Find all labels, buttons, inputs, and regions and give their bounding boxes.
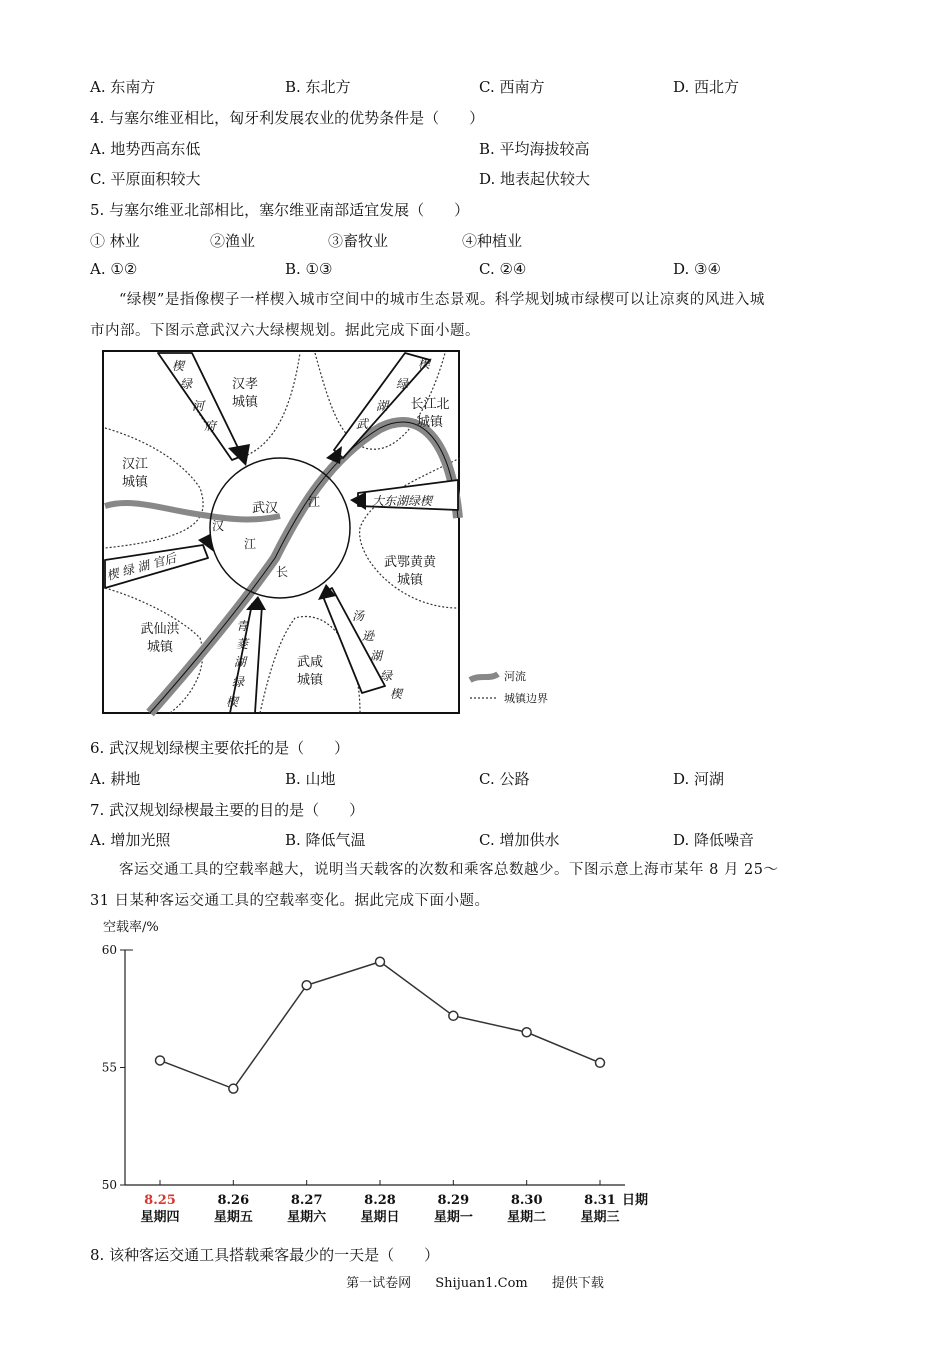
empty-rate-line-chart [95,915,665,1235]
town-changjiangbei-2: 城镇 [416,415,444,430]
wedge-qingling-c4: 绿 [232,675,245,689]
town-wuxianhong-1: 武仙洪 [140,622,180,637]
wedge-wuhu-c3: 湖 [376,399,389,413]
wedge-fuhe-c1: 楔 [172,359,185,373]
town-hanxiao-2: 城镇 [231,395,259,410]
q5-option-b: B. ①③ [285,260,333,278]
wedge-tangxun-c2: 逊 [362,629,375,643]
data-point [302,981,311,990]
wedge-tangxun-c3: 湖 [370,649,383,663]
q5-item-2: ②渔业 [210,232,256,250]
wedge-qingling-c2: 菱 [236,637,249,651]
q7-option-d: D. 降低噪音 [673,831,755,849]
town-wuhan: 武汉 [251,501,279,516]
q6-option-c: C. 公路 [479,770,530,788]
x-tick-label: 8.25 [144,1193,176,1208]
data-point [229,1084,238,1093]
data-point [376,957,385,966]
q5-option-a: A. ①② [90,260,138,278]
q3-option-c: C. 西南方 [479,78,545,96]
wuhan-green-wedge-map [100,348,570,718]
chart-xlabel: 日期 [622,1193,649,1208]
q4-option-d: D. 地表起伏较大 [479,170,591,188]
q5-option-d: D. ③④ [673,260,721,278]
q7-stem: 7. 武汉规划绿楔最主要的目的是（ ） [90,801,365,819]
series-line [160,962,600,1089]
q8-stem: 8. 该种客运交通工具搭载乘客最少的一天是（ ） [90,1246,440,1264]
y-tick-label: 60 [101,943,117,957]
town-wuehuanghuang-2: 城镇 [396,573,424,588]
town-hanxiao-1: 汉孝 [231,377,259,392]
town-wuxian-2: 城镇 [296,673,324,688]
river-label-han: 汉 [212,519,225,533]
wedge-qingling-c3: 湖 [234,655,247,669]
x-tick-label: 8.30 [510,1193,543,1208]
town-hanjiang-2: 城镇 [121,475,149,490]
x-weekday-label: 星期五 [213,1210,253,1225]
wedge-donghu-label: 大东湖绿楔 [372,494,433,508]
passage-traffic-line-2: 31 日某种客运交通工具的空载率变化。据此完成下面小题。 [90,893,490,909]
wedge-wuhu-c1: 楔 [418,357,431,371]
town-hanjiang-1: 汉江 [121,457,149,472]
y-tick-label: 55 [101,1060,117,1075]
chart-ylabel: 空载率/% [103,920,159,935]
q6-option-a: A. 耕地 [90,770,141,788]
page-footer [0,1272,950,1291]
wedge-wuhu-c4: 武 [356,417,369,431]
wedge-tangxun-c1: 汤 [352,609,365,623]
q5-item-1: ① 林业 [90,232,140,250]
wedge-qingling-c1: 青 [236,619,249,633]
town-wuehuanghuang-1: 武鄂黄黄 [383,555,437,570]
wedge-guandi-label: 楔 绿 湖 官后 [105,550,178,583]
town-changjiangbei-1: 长江北 [410,397,450,412]
q7-option-c: C. 增加供水 [479,831,560,849]
q4-option-c: C. 平原面积较大 [90,170,201,188]
q7-option-a: A. 增加光照 [90,831,171,849]
q6-stem: 6. 武汉规划绿楔主要依托的是（ ） [90,739,350,757]
x-weekday-label: 星期日 [360,1210,400,1225]
wedge-wuhu-c2: 绿 [396,377,409,391]
q3-option-b: B. 东北方 [285,78,351,96]
river-label-jiang1: 江 [308,495,321,509]
footer-site: 第一试卷网 [346,1276,412,1291]
passage-green-line-1: “绿楔”是指像楔子一样楔入城市空间中的城市生态景观。科学规划城市绿楔可以让凉爽的风进入城 [119,292,765,308]
wedge-qingling-c5: 楔 [226,695,239,709]
river-label-jiang2: 江 [244,537,257,551]
wedge-tangxun-c4: 绿 [380,669,393,683]
x-tick-label: 8.26 [217,1193,250,1208]
passage-green-line-2: 市内部。下图示意武汉六大绿楔规划。据此完成下面小题。 [90,323,480,339]
data-point [522,1028,531,1037]
legend-river: 河流 [504,670,526,683]
wedge-tangxun [322,588,385,693]
x-tick-label: 8.31 [584,1193,616,1208]
q5-stem: 5. 与塞尔维亚北部相比，塞尔维亚南部适宜发展（ ） [90,201,470,219]
wedge-fuhe-c4: 府 [204,419,217,433]
x-weekday-label: 星期二 [507,1210,547,1225]
wedge-tangxun-c5: 楔 [390,687,403,701]
wedge-fuhe-c2: 绿 [180,377,193,391]
passage-traffic-line-1: 客运交通工具的空载率越大，说明当天载客的次数和乘客总数越少。下图示意上海市某年 8 月 25～ [119,862,779,878]
q4-option-a: A. 地势西高东低 [90,140,201,158]
legend-boundary: 城镇边界 [504,692,548,705]
x-weekday-label: 星期一 [433,1210,473,1225]
q6-option-b: B. 山地 [285,770,336,788]
q6-option-d: D. 河湖 [673,770,725,788]
x-weekday-label: 星期三 [580,1210,620,1225]
legend-river-symbol [470,674,498,680]
x-weekday-label: 星期四 [140,1210,180,1225]
river-label-chang: 长 [276,565,289,579]
passage-green-wedge [90,285,870,347]
map-frame [103,351,459,713]
footer-domain: Shijuan1.Com [435,1276,528,1291]
x-tick-label: 8.28 [364,1193,396,1208]
footer-note: 提供下载 [551,1276,604,1291]
x-tick-label: 8.27 [290,1193,323,1208]
passage-traffic [90,855,870,917]
data-point [449,1011,458,1020]
town-wuxianhong-2: 城镇 [146,640,174,655]
q5-item-4: ④种植业 [462,232,523,250]
q5-option-c: C. ②④ [479,260,527,278]
town-wuxian-1: 武咸 [296,655,324,670]
x-weekday-label: 星期六 [287,1210,327,1225]
q4-stem: 4. 与塞尔维亚相比，匈牙利发展农业的优势条件是（ ） [90,109,485,127]
q5-item-3: ③畜牧业 [328,232,389,250]
q3-option-a: A. 东南方 [90,78,156,96]
x-tick-label: 8.29 [437,1193,470,1208]
q3-option-d: D. 西北方 [673,78,740,96]
wedge-fuhe-c3: 河 [192,399,205,413]
data-point [156,1056,165,1065]
q7-option-b: B. 降低气温 [285,831,366,849]
data-point [596,1058,605,1067]
q4-option-b: B. 平均海拔较高 [479,140,590,158]
y-tick-label: 50 [101,1178,117,1192]
